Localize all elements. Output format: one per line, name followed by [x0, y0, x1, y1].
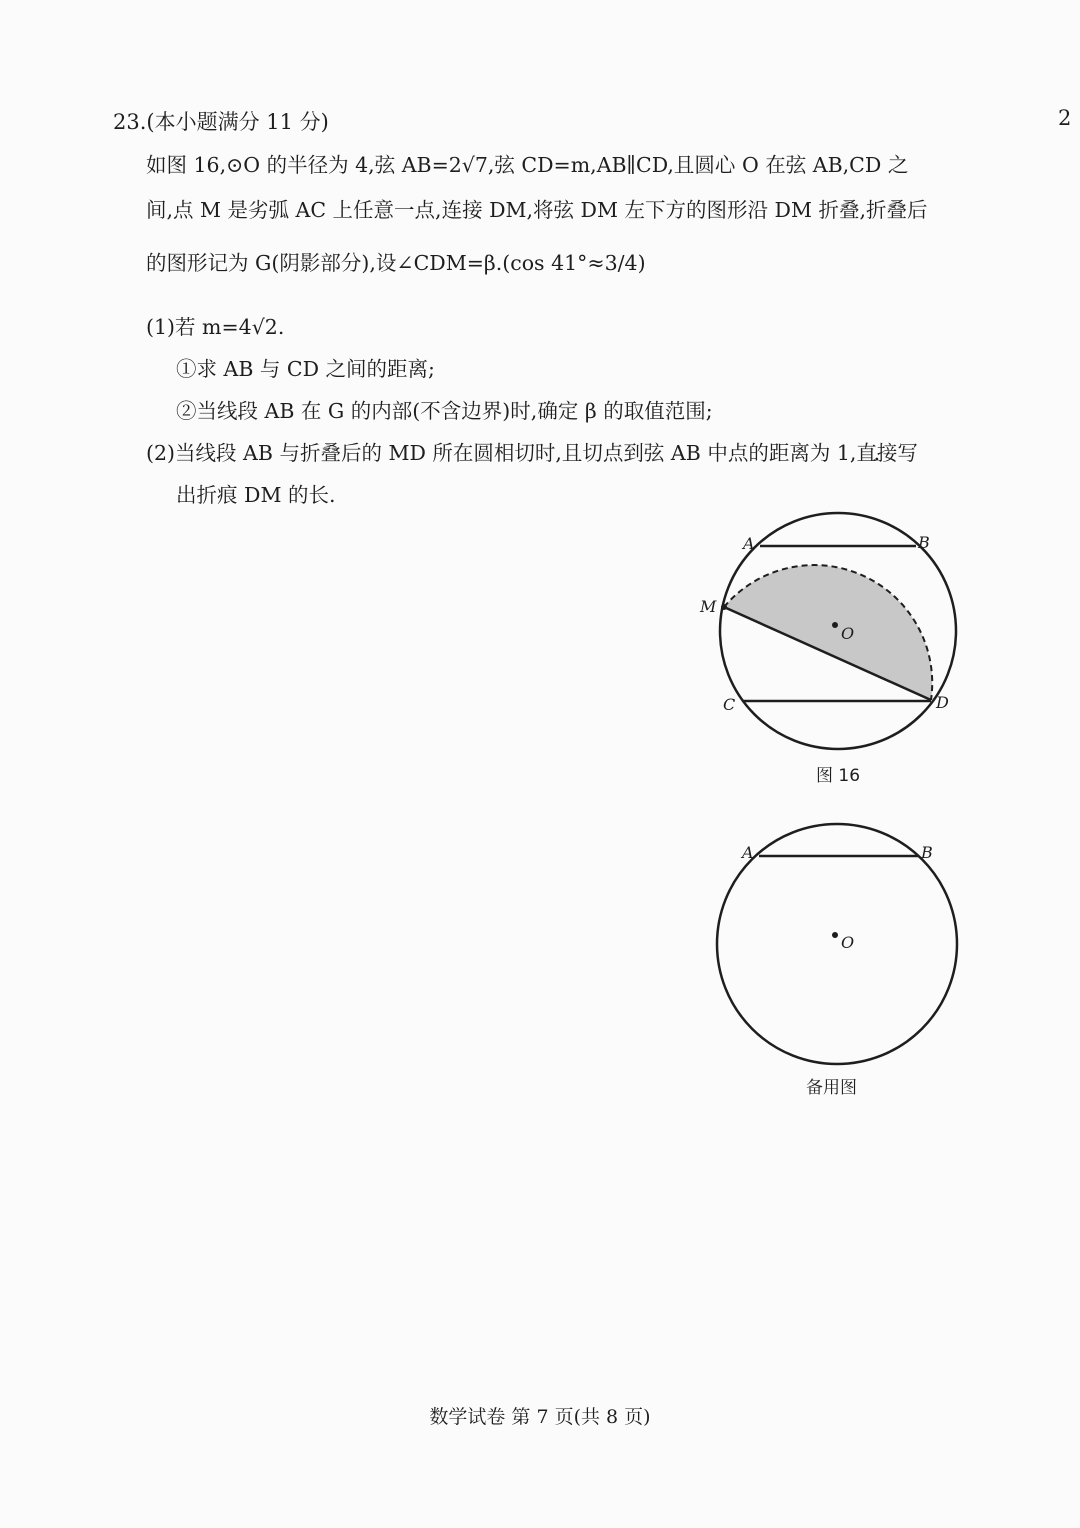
spare-label-b: B	[921, 843, 933, 862]
stem-line-2: 间,点 M 是劣弧 AC 上任意一点,连接 DM,将弦 DM 左下方的图形沿 DM 折叠,折叠后	[146, 198, 928, 222]
figure-16-caption: 图 16	[816, 766, 861, 786]
page-footer: 数学试卷 第 7 页(共 8 页)	[429, 1406, 651, 1428]
fig16-label-d: D	[936, 693, 949, 712]
fig16-label-m: M	[700, 597, 717, 616]
question-header: 23.(本小题满分 11 分)	[113, 110, 329, 134]
stem-line-1: 如图 16,⊙O 的半径为 4,弦 AB=2√7,弦 CD=m,AB∥CD,且圆心 O 在弦 AB,CD 之	[146, 153, 909, 177]
fig16-label-a: A	[743, 534, 755, 553]
fig16-point-m-dot	[721, 604, 727, 610]
part2-line-1-end: 写	[897, 441, 918, 465]
part2-emphasis-text: 直接	[856, 441, 898, 465]
fig16-label-c: C	[723, 695, 736, 714]
page-corner-mark: 2	[1058, 106, 1072, 130]
part1-question-2: ②当线段 AB 在 G 的内部(不含边界)时,确定 β 的取值范围;	[176, 399, 713, 423]
spare-label-o: O	[841, 933, 855, 952]
spare-center-dot	[832, 932, 838, 938]
figure-16	[699, 513, 956, 749]
fig16-shaded-region-g	[724, 565, 932, 700]
figure-spare-caption: 备用图	[806, 1078, 857, 1098]
part1-question-1: ①求 AB 与 CD 之间的距离;	[176, 357, 435, 381]
figure-spare	[717, 824, 957, 1064]
fig16-center-dot	[832, 622, 838, 628]
part2-line-2: 出折痕 DM 的长.	[176, 483, 336, 507]
fig16-label-o: O	[841, 624, 855, 643]
stem-line-3: 的图形记为 G(阴影部分),设∠CDM=β.(cos 41°≈3/4)	[146, 251, 646, 275]
part2-line-1-text: (2)当线段 AB 与折叠后的 MD 所在圆相切时,且切点到弦 AB 中点的距离为 1,	[146, 441, 857, 465]
fig16-label-b: B	[918, 533, 930, 552]
spare-label-a: A	[742, 843, 754, 862]
part1-head: (1)若 m=4√2.	[146, 315, 285, 339]
